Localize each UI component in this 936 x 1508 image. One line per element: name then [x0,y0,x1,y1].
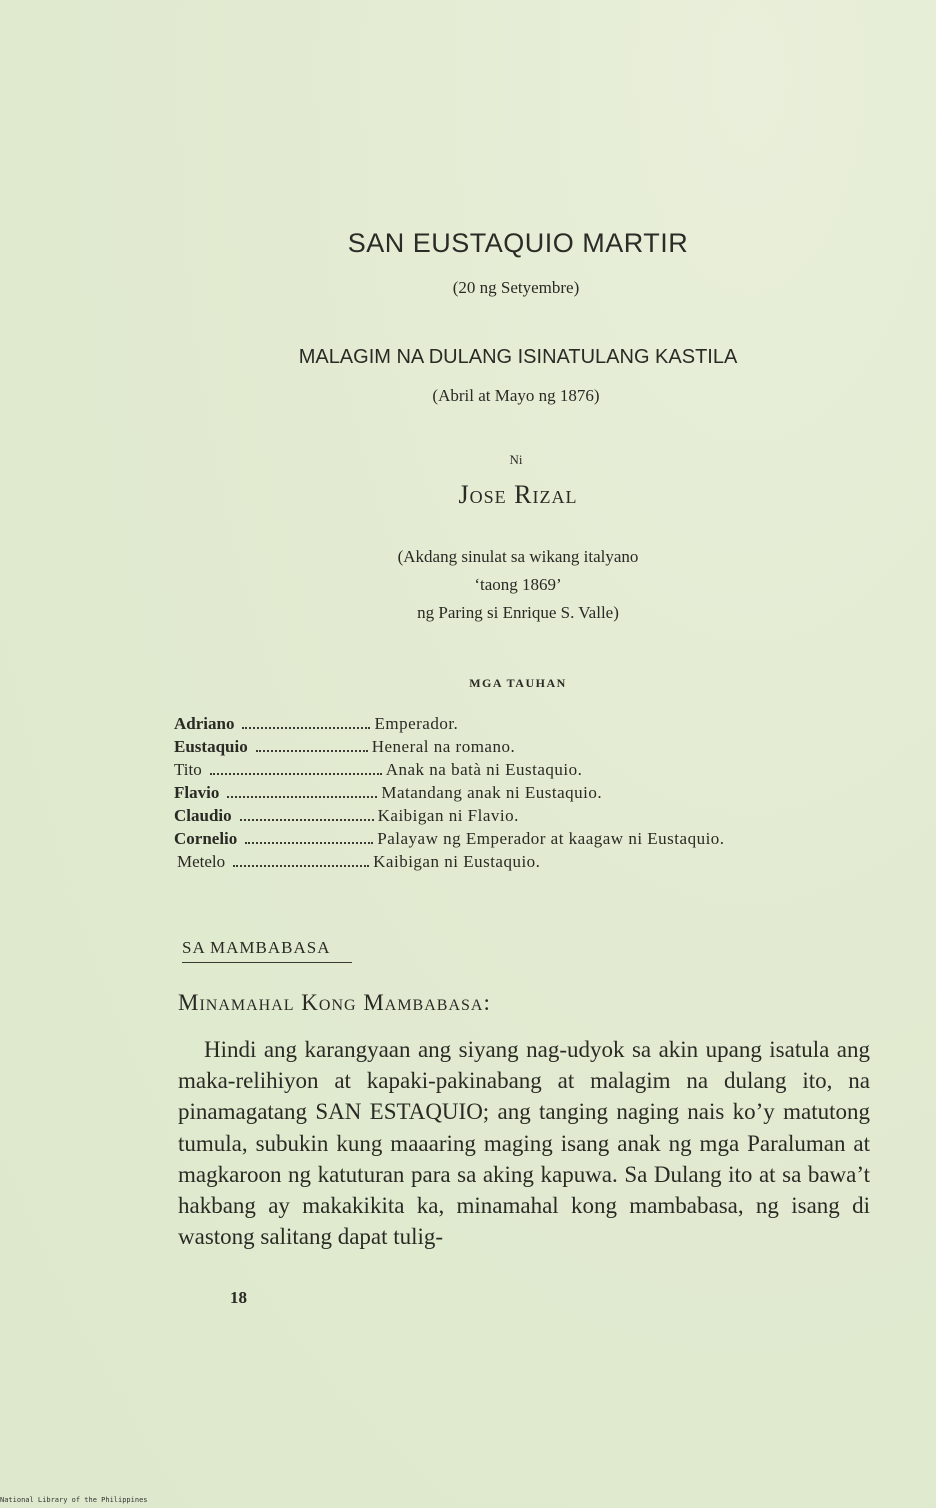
dot-leader [256,750,368,752]
dot-leader [210,773,382,775]
body-paragraph: Hindi ang karangyaan ang siyang nag-udyok sa akin upang isatula ang maka-relihiyon at kapaki-pakinabang at malagim na dulang ito, na pinamagatang SAN ESTAQUIO; ang tanging naging nais ko’y matutong tumula, subukin kung maaaring maging isang anak ng mga Paraluman at magkaroon ng katuturan para sa aking kapuwa. Sa Dulang ito at sa bawa’t hakbang ay makakikita ka, minamahal kong mambabasa, ng isang di wastong salitang dapat tulig- [178,1037,870,1250]
cast-heading: MGA TAUHAN [469,676,567,690]
dot-leader [227,796,377,798]
library-credit: National Library of the Philippines [0,1496,148,1504]
translation-note [0,543,936,627]
play-title: SAN EUSTAQUIO MARTIR [347,228,689,258]
cast-role: Palayaw ng Emperador at kaagaw ni Eustaquio. [377,829,725,848]
dot-leader [240,819,374,821]
composition-date: (Abril at Mayo ng 1876) [432,386,600,405]
cast-row [174,827,874,850]
cast-role: Emperador. [374,714,459,733]
play-subtitle: MALAGIM NA DULANG ISINATULANG KASTILA [298,346,738,368]
cast-name: Tito [174,760,202,779]
cast-role: Heneral na romano. [371,737,516,756]
translation-note-line: (Akdang sinulat sa wikang italyano [397,547,639,566]
cast-row [174,758,874,781]
section-heading: SA MAMBABASA [182,938,352,963]
cast-name: Cornelio [174,829,238,848]
page-number: 18 [230,1288,247,1307]
cast-name: Eustaquio [174,737,248,756]
feast-date: (20 ng Setyembre) [452,278,580,297]
cast-name: Claudio [174,806,232,825]
cast-role: Kaibigan ni Flavio. [377,806,519,825]
cast-name: Adriano [174,714,235,733]
byline-prefix: Ni [509,452,523,467]
dot-leader [245,842,373,844]
cast-row [174,850,874,873]
translation-note-line: ‘taong 1869’ [474,575,562,594]
cast-row [174,781,874,804]
cast-row [174,804,874,827]
cast-role: Anak na batà ni Eustaquio. [385,760,583,779]
author-name: Jose Rizal [458,480,578,509]
cast-list [174,712,874,873]
dot-leader [242,727,370,729]
dot-leader [233,865,369,867]
cast-role: Matandang anak ni Eustaquio. [381,783,603,802]
cast-row [174,735,874,758]
translation-note-line: ng Paring si Enrique S. Valle) [417,603,619,622]
cast-role: Kaibigan ni Eustaquio. [373,852,541,871]
cast-name: Flavio [174,783,220,802]
cast-name: Metelo [177,852,226,871]
cast-row [174,712,874,735]
salutation: Minamahal Kong Mambabasa: [178,990,491,1015]
